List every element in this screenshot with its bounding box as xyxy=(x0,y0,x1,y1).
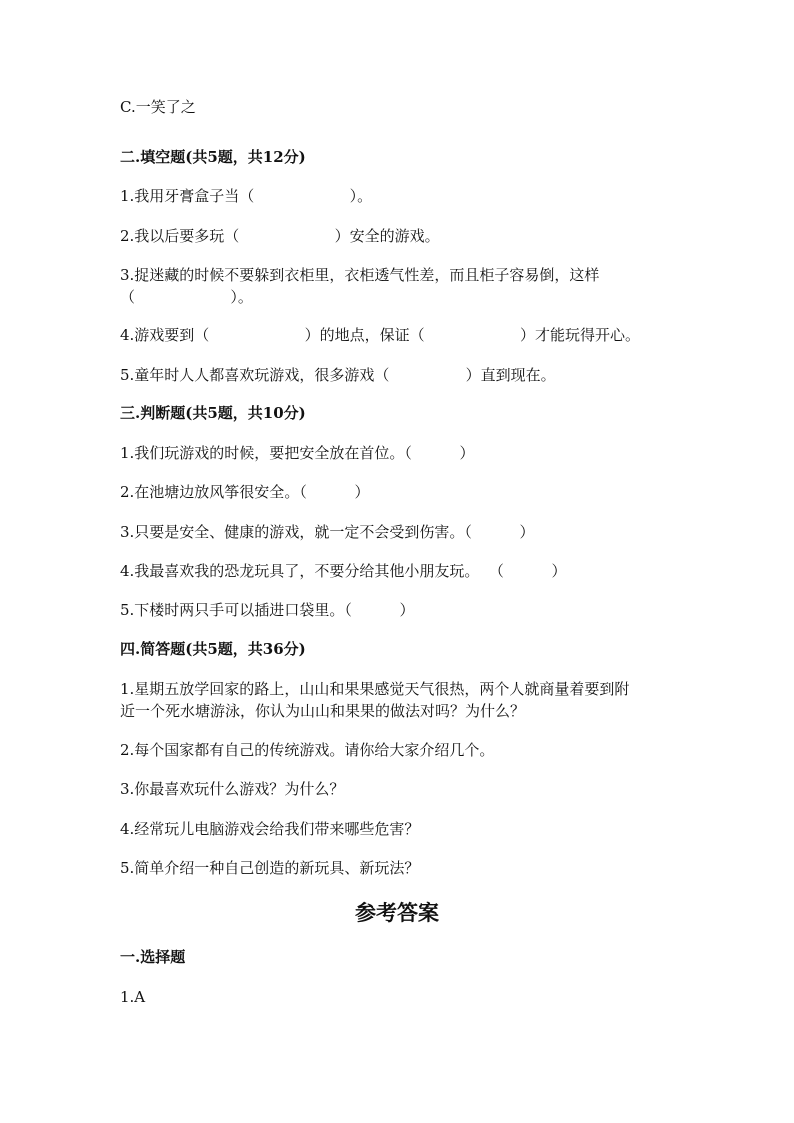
option-c: C.一笑了之 xyxy=(120,98,196,116)
fill-blank-q2: 2.我以后要多玩（ ）安全的游戏。 xyxy=(120,227,440,245)
short-answer-q4: 4.经常玩儿电脑游戏会给我们带来哪些危害？ xyxy=(120,820,420,838)
fill-blank-q1: 1.我用牙膏盒子当（ ）。 xyxy=(120,187,373,205)
true-false-q4: 4.我最喜欢我的恐龙玩具了，不要分给其他小朋友玩。 （ ） xyxy=(120,562,567,580)
answers-section-choice: 一.选择题 xyxy=(120,948,186,966)
answers-title: 参考答案 xyxy=(355,900,439,925)
true-false-q5: 5.下楼时两只手可以插进口袋里。（ ） xyxy=(120,601,415,619)
short-answer-q3: 3.你最喜欢玩什么游戏？为什么？ xyxy=(120,780,345,798)
short-answer-q1-line2: 近一个死水塘游泳，你认为山山和果果的做法对吗？为什么？ xyxy=(120,702,526,720)
short-answer-q5: 5.简单介绍一种自己创造的新玩具、新玩法？ xyxy=(120,859,420,877)
short-answer-heading: 四.简答题(共5题，共36分) xyxy=(120,640,306,658)
short-answer-q2: 2.每个国家都有自己的传统游戏。请你给大家介绍几个。 xyxy=(120,741,495,759)
short-answer-q1-line1: 1.星期五放学回家的路上，山山和果果感觉天气很热，两个人就商量着要到附 xyxy=(120,680,630,698)
true-false-q1: 1.我们玩游戏的时候，要把安全放在首位。（ ） xyxy=(120,444,475,462)
true-false-q3: 3.只要是安全、健康的游戏，就一定不会受到伤害。（ ） xyxy=(120,523,535,541)
true-false-q2: 2.在池塘边放风筝很安全。（ ） xyxy=(120,483,370,501)
fill-blank-q4: 4.游戏要到（ ）的地点，保证（ ）才能玩得开心。 xyxy=(120,326,641,344)
fill-blank-q3-line2: （ ）。 xyxy=(120,288,253,306)
fill-blank-heading: 二.填空题(共5题，共12分) xyxy=(120,148,306,166)
fill-blank-q3-line1: 3.捉迷藏的时候不要躲到衣柜里，衣柜透气性差，而且柜子容易倒，这样 xyxy=(120,266,600,284)
fill-blank-q5: 5.童年时人人都喜欢玩游戏，很多游戏（ ）直到现在。 xyxy=(120,366,556,384)
answer-1: 1.A xyxy=(120,988,146,1006)
true-false-heading: 三.判断题(共5题，共10分) xyxy=(120,404,306,422)
